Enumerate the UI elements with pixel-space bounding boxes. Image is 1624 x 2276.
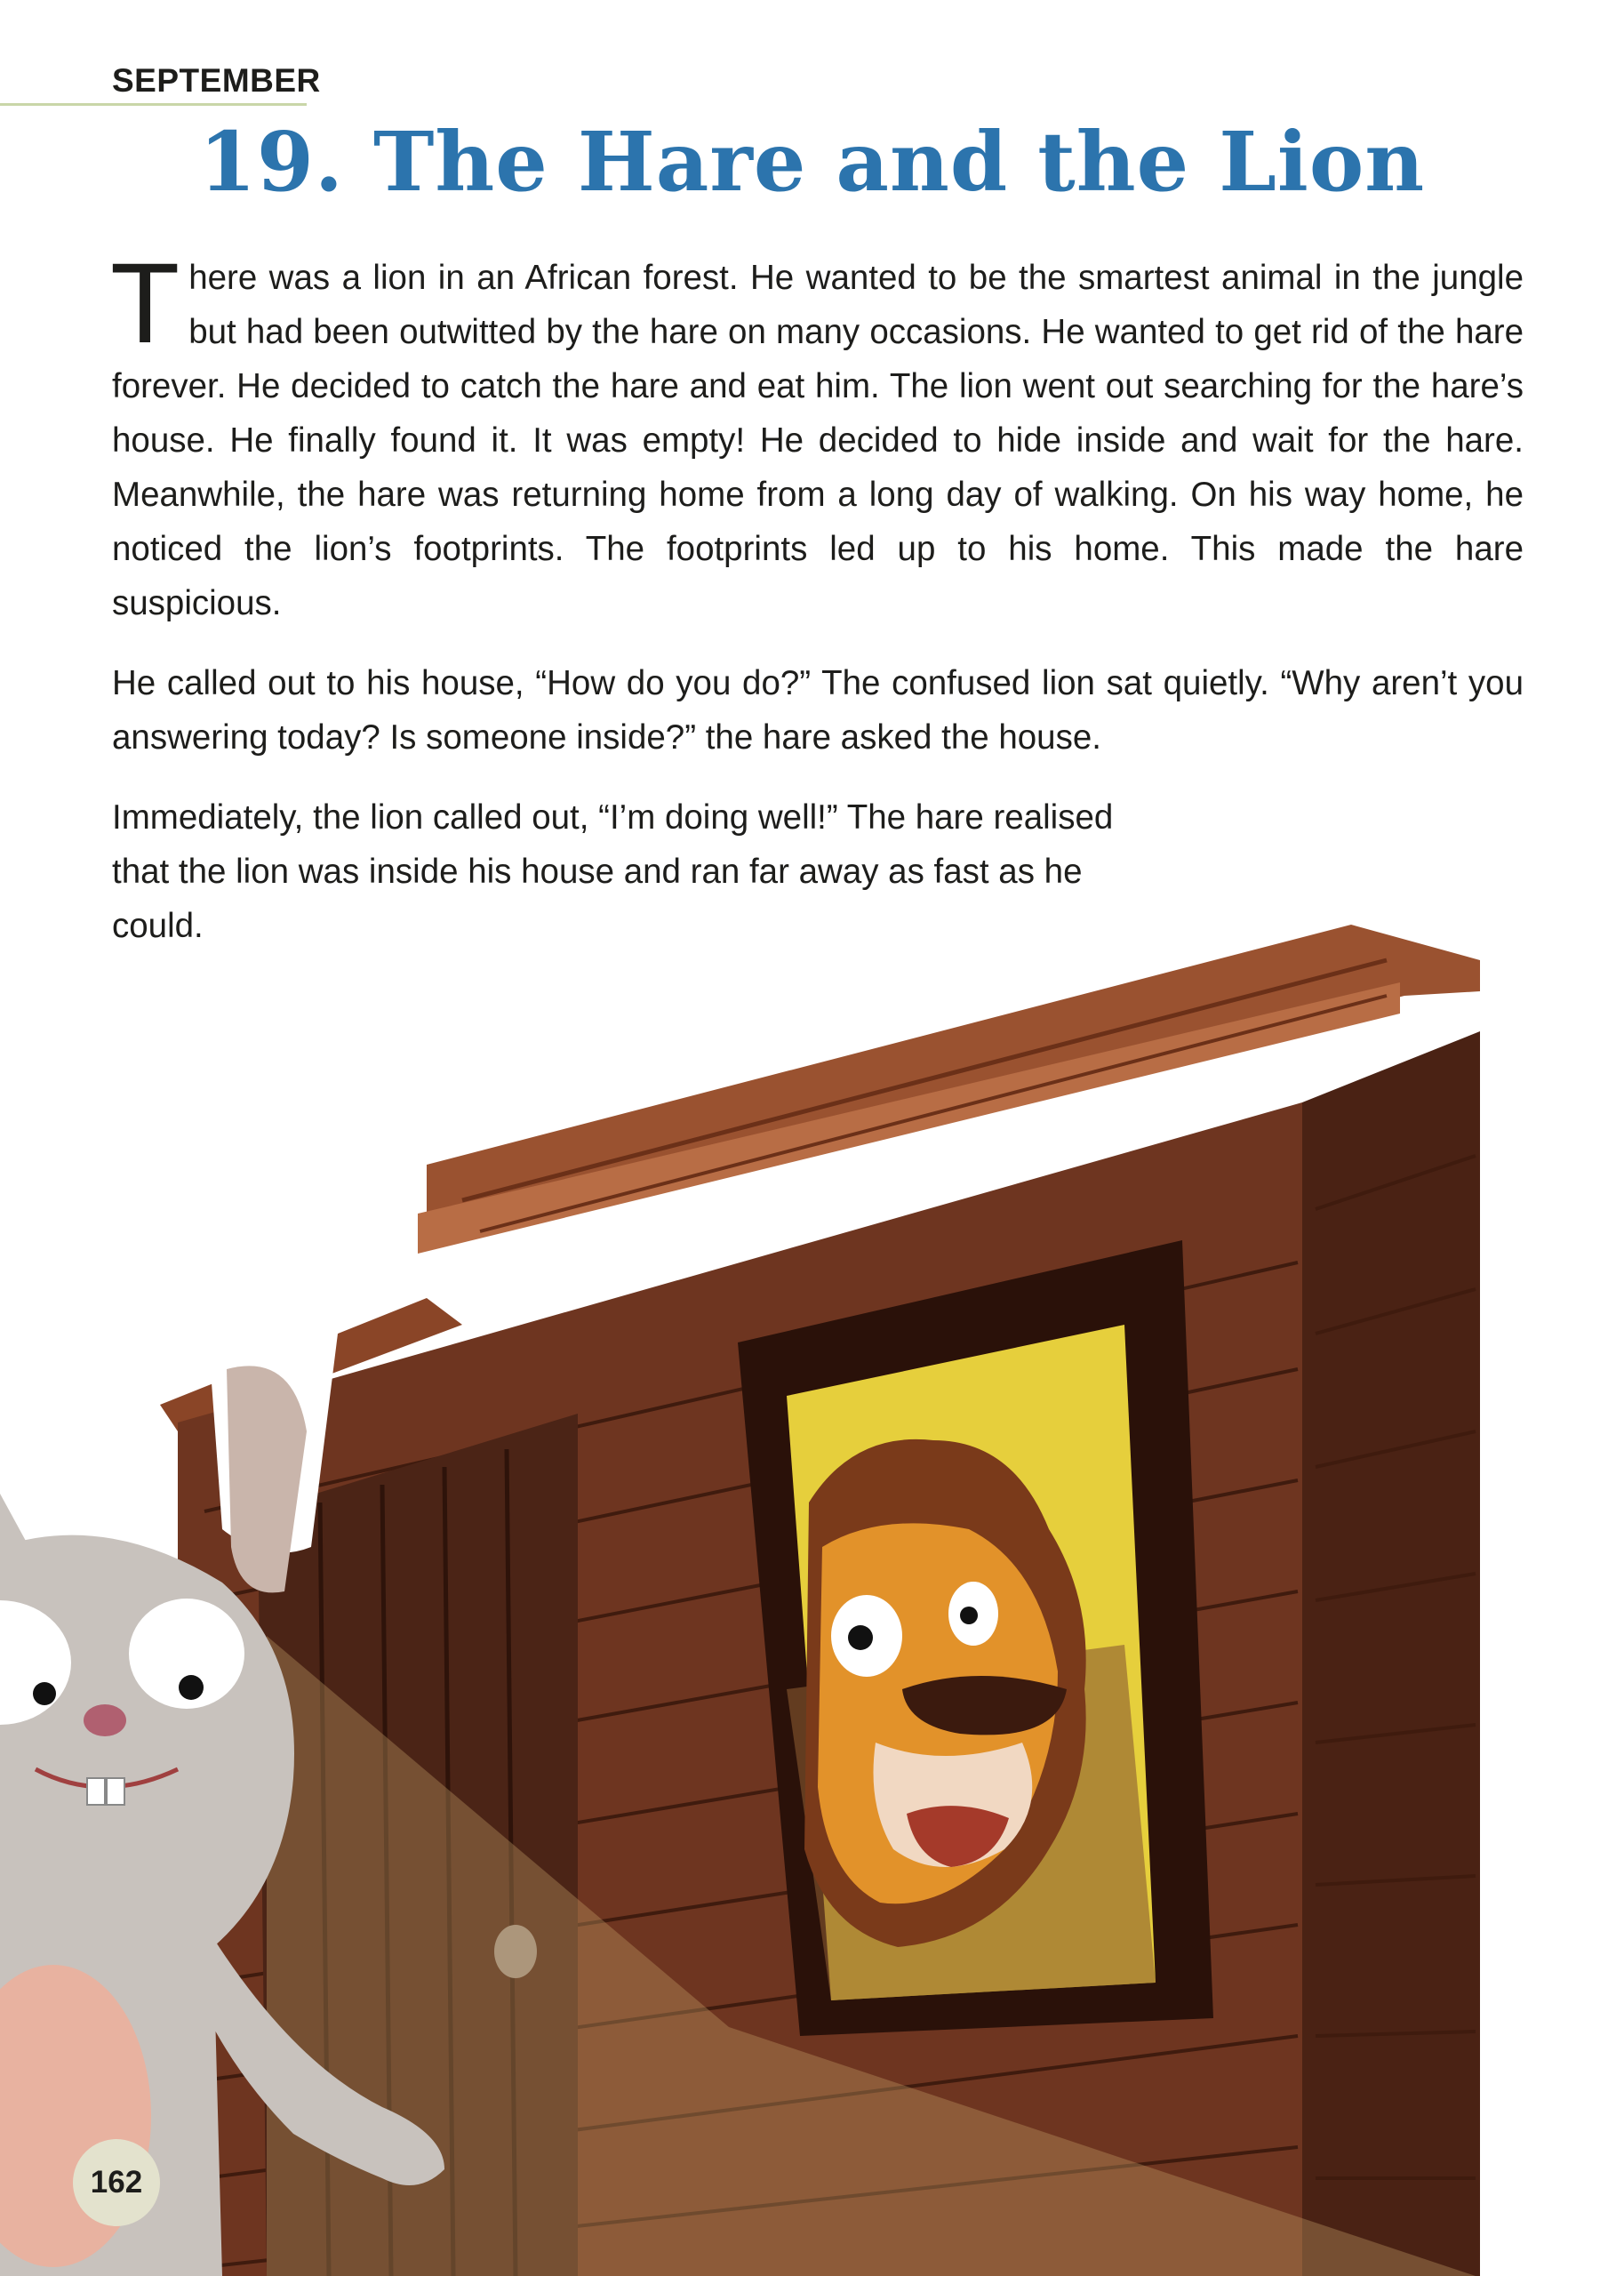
paragraph-1 <box>110 240 1524 630</box>
drop-cap: T <box>110 240 180 367</box>
header-rule <box>0 103 307 106</box>
paragraph-3: Immediately, the lion called out, “I’m doing well!” The hare realised that the lion was inside his house and ran far away as fast as he could. <box>112 798 1114 945</box>
paragraph-1-text: here was a lion in an African forest. He wanted to be the smartest animal in the jungle but had been outwitted by the hare on many occasions. He wanted to get rid of the hare forever. He decided to catch the hare and eat him. The lion went out searching for the hare’s house. He finally found it. It was empty! He decided to hide inside and wait for the hare. Meanwhile, the hare was returning home from a long day of walking. On his way home, he noticed the lion’s footprints. The footprints led up to his home. This made the hare suspicious. <box>112 259 1524 622</box>
paragraph-2: He called out to his house, “How do you do?” The confused lion sat quietly. “Why aren’t you answering today? Is someone inside?” the hare asked the house. <box>112 664 1524 757</box>
story-title: 19. The Hare and the Lion <box>198 114 1426 210</box>
story-text <box>110 240 1524 979</box>
hare-and-lion-illustration <box>0 916 1624 2276</box>
page-number: 162 <box>73 2139 160 2226</box>
month-label: SEPTEMBER <box>112 62 321 99</box>
